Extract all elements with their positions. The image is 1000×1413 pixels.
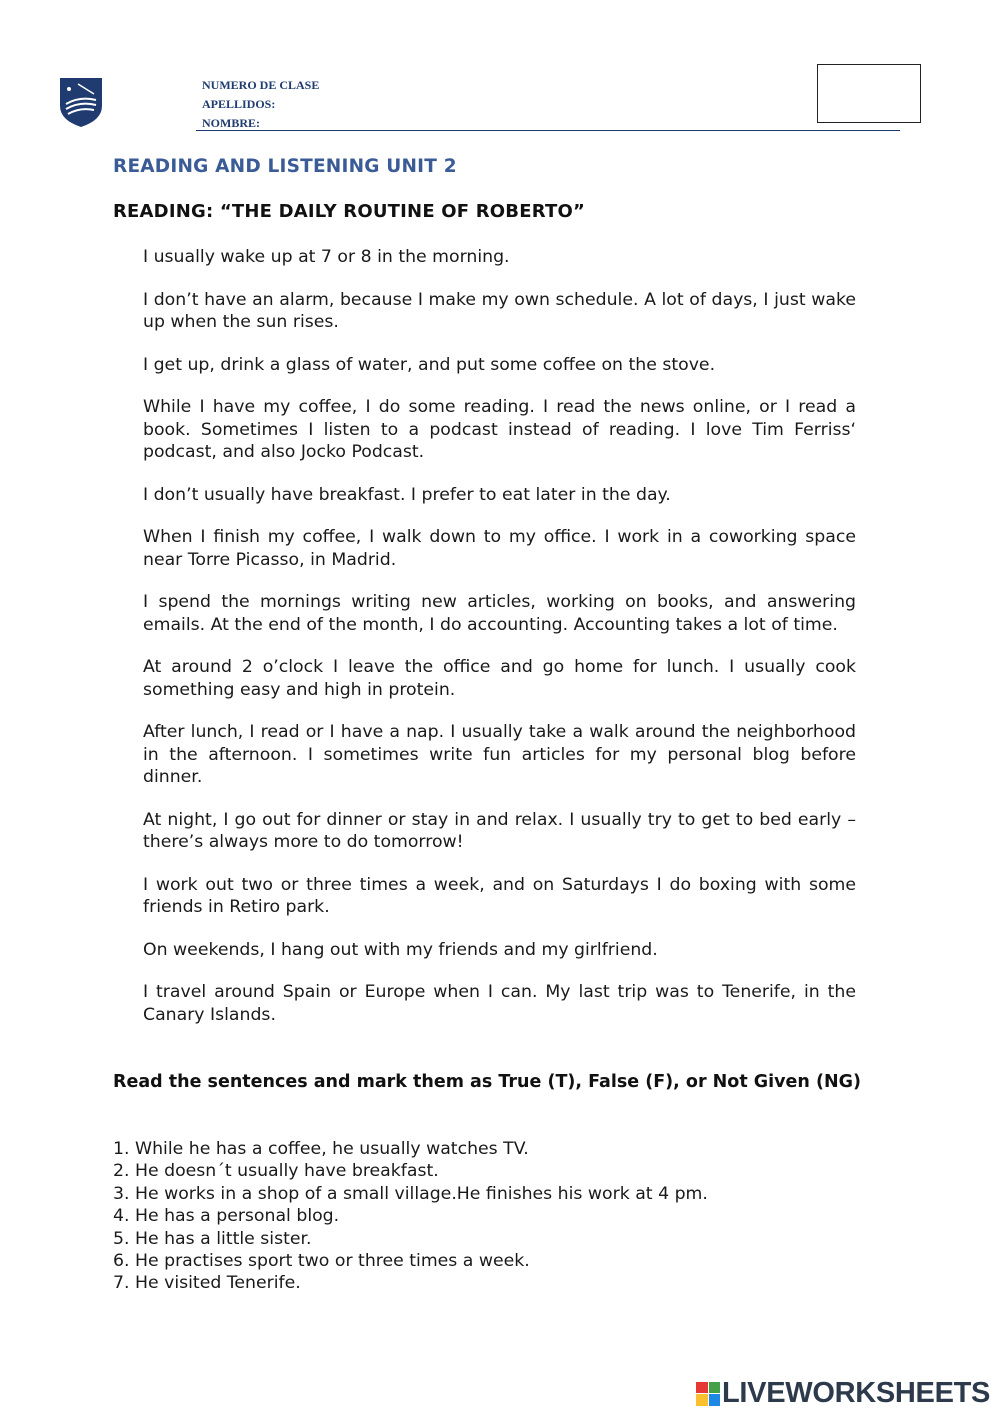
liveworksheets-logo — [696, 1377, 990, 1410]
paragraph: When I finish my coffee, I walk down to my office. I work in a coworking space near Torre Picasso, in Madrid. — [143, 527, 856, 570]
question-item: 6. He practises sport two or three times a week. — [113, 1251, 530, 1272]
brand-block — [696, 1394, 708, 1406]
question-item: 5. He has a little sister. — [113, 1228, 312, 1249]
paragraph: I usually wake up at 7 or 8 in the morning. — [143, 247, 510, 267]
brand-block — [696, 1382, 708, 1394]
paragraph: At night, I go out for dinner or stay in and relax. I usually try to get to bed early – there’s always more to do tomorrow! — [143, 809, 856, 852]
brand-block — [709, 1382, 721, 1394]
question-list — [113, 1138, 708, 1295]
page-title: READING AND LISTENING UNIT 2 — [113, 156, 457, 177]
paragraph: After lunch, I read or I have a nap. I usually take a walk around the neighborhood in the afternoon. I sometimes write fun articles for my personal blog before dinner. — [143, 722, 856, 787]
grade-box[interactable] — [817, 64, 921, 123]
paragraph: While I have my coffee, I do some reading. I read the news online, or I read a book. Sometimes I listen to a podcast instead of reading. I love Tim Ferriss‘ podcast, and also Jocko Podcast. — [143, 397, 856, 462]
header-divider — [196, 130, 900, 131]
question-item: 2. He doesn´t usually have breakfast. — [113, 1161, 439, 1182]
paragraph: I travel around Spain or Europe when I can. My last trip was to Tenerife, in the Canary Islands. — [143, 982, 856, 1025]
brand-block — [709, 1394, 721, 1406]
brand-blocks-icon — [696, 1382, 720, 1406]
student-info-fields — [202, 76, 319, 133]
brand-name: LIVEWORKSHEETS — [722, 1377, 991, 1409]
paragraph: I don’t usually have breakfast. I prefer to eat later in the day. — [143, 484, 671, 505]
paragraph: I get up, drink a glass of water, and put some coffee on the stove. — [143, 354, 716, 375]
reading-text — [143, 246, 856, 1046]
class-number-label: NUMERO DE CLASE — [202, 78, 320, 92]
question-item: 3. He works in a shop of a small village.He finishes his work at 4 pm. — [113, 1183, 708, 1204]
exercise-instructions: Read the sentences and mark them as True (T), False (F), or Not Given (NG) — [113, 1072, 861, 1092]
question-item: 7. He visited Tenerife. — [113, 1273, 301, 1294]
reading-title: READING: “THE DAILY ROUTINE OF ROBERTO” — [113, 201, 585, 222]
paragraph: I spend the mornings writing new articles, working on books, and answering emails. At the end of the month, I do accounting. Accounting takes a lot of time. — [143, 592, 856, 635]
paragraph: At around 2 o’clock I leave the office and go home for lunch. I usually cook something easy and high in protein. — [143, 657, 856, 700]
name-label: NOMBRE: — [202, 116, 260, 130]
paragraph: I work out two or three times a week, and on Saturdays I do boxing with some friends in Retiro park. — [143, 874, 856, 917]
question-item: 1. While he has a coffee, he usually watches TV. — [113, 1139, 529, 1159]
paragraph: On weekends, I hang out with my friends and my girlfriend. — [143, 939, 658, 960]
question-item: 4. He has a personal blog. — [113, 1206, 340, 1227]
surnames-label: APELLIDOS: — [202, 97, 276, 111]
paragraph: I don’t have an alarm, because I make my own schedule. A lot of days, I just wake up when the sun rises. — [143, 289, 856, 332]
school-logo-icon — [58, 76, 104, 128]
